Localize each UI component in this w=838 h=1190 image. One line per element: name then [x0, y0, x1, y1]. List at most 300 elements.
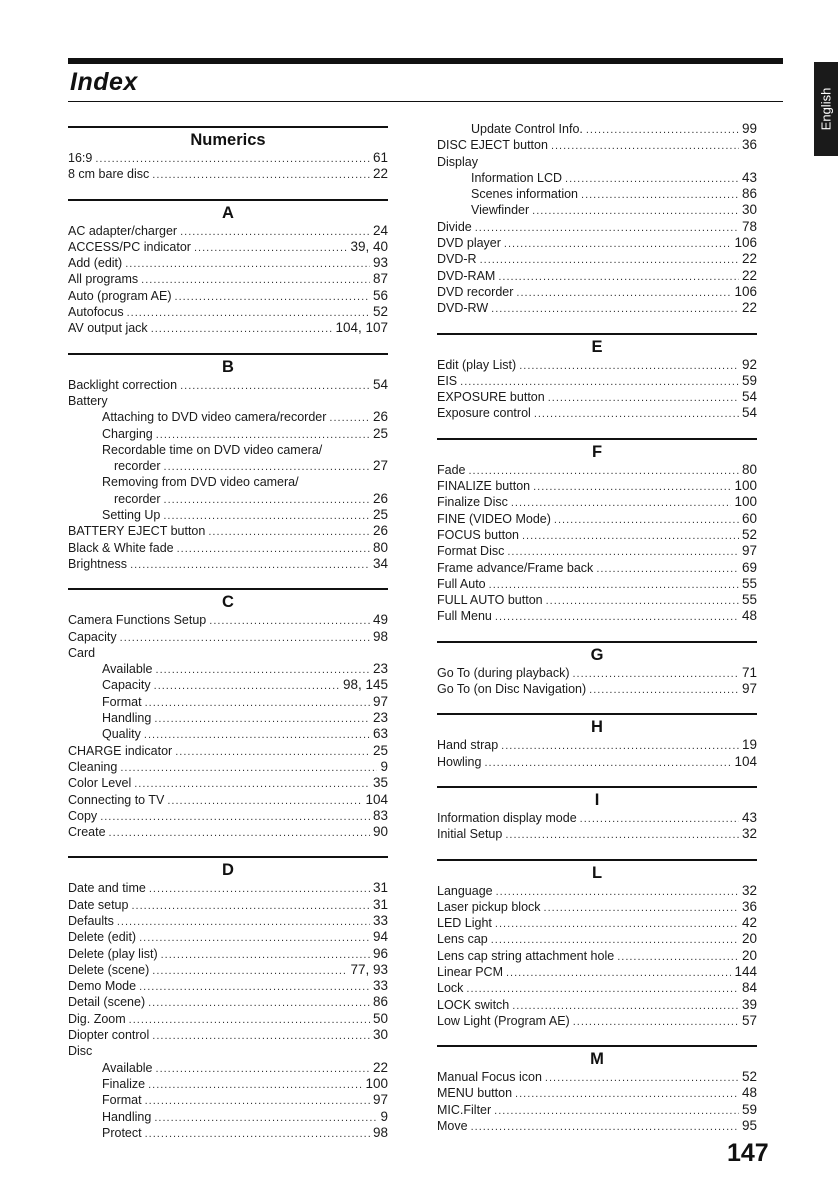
- entry-page-ref: 96: [372, 945, 388, 961]
- index-entry: [68, 540, 388, 556]
- dot-leader: [152, 167, 370, 183]
- entry-page-ref: 61: [372, 150, 388, 165]
- dot-leader: [145, 1126, 370, 1142]
- index-entry: [437, 810, 757, 826]
- section-heading: I: [437, 786, 757, 810]
- entry-page-ref: 80: [741, 461, 757, 477]
- entry-page-ref: 94: [372, 929, 388, 945]
- entry-page-ref: 34: [372, 555, 388, 571]
- entry-term: 16:9: [68, 151, 93, 165]
- dot-leader: [175, 289, 370, 305]
- index-section: [68, 353, 388, 573]
- entry-term: Lens cap string attachment hole: [437, 948, 615, 963]
- entry-page-ref: 77, 93: [350, 961, 388, 977]
- entry-term: Linear PCM: [437, 964, 503, 979]
- entry-page-ref: 56: [372, 287, 388, 303]
- entry-page-ref: 43: [741, 809, 757, 825]
- index-entry: [437, 754, 757, 770]
- index-entry: [68, 929, 388, 945]
- entry-term: MENU button: [437, 1086, 513, 1101]
- dot-leader: [551, 138, 739, 154]
- section-heading: M: [437, 1045, 757, 1069]
- section-heading: C: [68, 588, 388, 612]
- dot-leader: [208, 524, 370, 540]
- dot-leader: [573, 1014, 739, 1030]
- dot-leader: [152, 1028, 370, 1044]
- dot-leader: [148, 1077, 362, 1093]
- entry-term: Delete (play list): [68, 946, 158, 961]
- entry-page-ref: 97: [741, 543, 757, 559]
- dot-leader: [480, 252, 739, 268]
- dot-leader: [545, 1070, 739, 1086]
- entry-term: LOCK switch: [437, 997, 510, 1012]
- dot-leader: [148, 995, 370, 1011]
- entry-term: DVD-RAM: [437, 268, 496, 283]
- dot-leader: [491, 932, 739, 948]
- dot-leader: [533, 479, 731, 495]
- entry-page-ref: 43: [741, 169, 757, 185]
- entry-term: Delete (edit): [68, 930, 137, 945]
- index-section: [437, 438, 757, 625]
- index-entry: [437, 478, 757, 494]
- index-entry: [437, 899, 757, 915]
- index-entry: [437, 1102, 757, 1118]
- index-entry: [68, 913, 388, 929]
- entry-term: recorder: [114, 491, 161, 506]
- dot-leader: [489, 577, 739, 593]
- dot-leader: [460, 374, 739, 390]
- dot-leader: [548, 390, 739, 406]
- entry-term: Disc: [68, 1044, 93, 1059]
- dot-leader: [129, 1012, 370, 1028]
- index-entry: [68, 677, 388, 693]
- index-column-right: [437, 121, 757, 1150]
- entry-term: AC adapter/charger: [68, 223, 178, 238]
- entry-page-ref: 104: [734, 753, 757, 769]
- entry-page-ref: 23: [372, 661, 388, 677]
- index-entry: [68, 694, 388, 710]
- dot-leader: [469, 463, 739, 479]
- entry-term: Available: [102, 1060, 153, 1075]
- dot-leader: [522, 528, 739, 544]
- section-heading: E: [437, 333, 757, 357]
- entry-page-ref: 83: [372, 807, 388, 823]
- index-entry: [437, 251, 757, 267]
- index-entry: [437, 964, 757, 980]
- dot-leader: [134, 776, 370, 792]
- entry-term: DVD-RW: [437, 301, 489, 316]
- index-entry: [437, 235, 757, 251]
- entry-term: Laser pickup block: [437, 899, 541, 914]
- entry-page-ref: 26: [372, 490, 388, 506]
- dot-leader: [177, 541, 370, 557]
- index-entry: [68, 223, 388, 239]
- index-entry: [68, 304, 388, 320]
- entry-page-ref: 97: [372, 693, 388, 709]
- index-entry: [437, 494, 757, 510]
- dot-leader: [154, 1110, 377, 1126]
- dot-leader: [156, 662, 370, 678]
- entry-page-ref: 39, 40: [350, 238, 388, 254]
- section-heading: G: [437, 641, 757, 665]
- entry-term: FULL AUTO button: [437, 593, 543, 608]
- dot-leader: [586, 122, 739, 138]
- index-entry: [68, 1060, 388, 1076]
- entry-term: Delete (scene): [68, 962, 150, 977]
- dot-leader: [580, 811, 739, 827]
- dot-leader: [125, 256, 370, 272]
- dot-leader: [491, 301, 739, 317]
- entry-term: Detail (scene): [68, 995, 146, 1010]
- entry-page-ref: 31: [372, 896, 388, 912]
- index-entry: [68, 994, 388, 1010]
- entry-page-ref: 22: [741, 251, 757, 267]
- entry-page-ref: 26: [372, 523, 388, 539]
- entry-page-ref: 99: [741, 121, 757, 136]
- entry-term: Scenes information: [471, 187, 579, 202]
- index-entry: [437, 186, 757, 202]
- dot-leader: [475, 220, 739, 236]
- dot-leader: [515, 1086, 739, 1102]
- entry-page-ref: 104, 107: [335, 320, 388, 336]
- entry-term: Low Light (Program AE): [437, 1013, 570, 1028]
- index-entry: [68, 1092, 388, 1108]
- entry-page-ref: 86: [741, 186, 757, 202]
- index-entry: [68, 255, 388, 271]
- entry-term: Capacity: [102, 678, 151, 693]
- entry-page-ref: 23: [372, 710, 388, 726]
- dot-leader: [498, 269, 739, 285]
- index-entry: [68, 710, 388, 726]
- index-section: [437, 1045, 757, 1134]
- index-section: [437, 333, 757, 422]
- dot-leader: [120, 760, 377, 776]
- index-entry: [437, 592, 757, 608]
- dot-leader: [109, 825, 370, 841]
- dot-leader: [505, 827, 739, 843]
- entry-term: Backlight correction: [68, 377, 178, 392]
- entry-term: Date setup: [68, 897, 129, 912]
- entry-page-ref: 98: [372, 628, 388, 644]
- entry-term: Dig. Zoom: [68, 1011, 126, 1026]
- dot-leader: [496, 884, 739, 900]
- dot-leader: [532, 203, 739, 219]
- entry-term: DVD recorder: [437, 284, 514, 299]
- dot-leader: [141, 272, 370, 288]
- header-top-rule: [68, 58, 783, 64]
- entry-page-ref: 48: [741, 608, 757, 624]
- entry-term: Charging: [102, 426, 153, 441]
- entry-term: Divide: [437, 219, 472, 234]
- entry-term: Finalize: [102, 1076, 146, 1091]
- entry-page-ref: 87: [372, 271, 388, 287]
- index-entry: [68, 1043, 388, 1059]
- entry-page-ref: 39: [741, 996, 757, 1012]
- index-section: [68, 588, 388, 840]
- entry-page-ref: 31: [372, 880, 388, 896]
- entry-term: Create: [68, 825, 106, 840]
- entry-page-ref: 90: [372, 824, 388, 840]
- index-entry: [437, 948, 757, 964]
- entry-page-ref: 97: [372, 1092, 388, 1108]
- entry-term: Handling: [102, 711, 152, 726]
- index-entry: [68, 320, 388, 336]
- dot-leader: [131, 898, 370, 914]
- entry-term: Protect: [102, 1125, 142, 1140]
- dot-leader: [127, 305, 370, 321]
- entry-term: Full Auto: [437, 576, 486, 591]
- entry-page-ref: 104: [365, 791, 388, 807]
- index-entry: [437, 154, 757, 170]
- entry-term: Available: [102, 662, 153, 677]
- entry-term: Language: [437, 883, 493, 898]
- entry-term: Exposure control: [437, 406, 531, 421]
- index-entry: [437, 462, 757, 478]
- entry-page-ref: 98: [372, 1124, 388, 1140]
- entry-page-ref: 52: [372, 304, 388, 320]
- entry-page-ref: 95: [741, 1118, 757, 1134]
- index-entry: [68, 393, 388, 409]
- index-entry: [68, 946, 388, 962]
- section-heading: L: [437, 859, 757, 883]
- dot-leader: [154, 711, 370, 727]
- entry-term: AV output jack: [68, 321, 148, 336]
- entry-term: Format: [102, 694, 142, 709]
- entry-term: Add (edit): [68, 256, 123, 271]
- dot-leader: [519, 358, 739, 374]
- entry-term: Initial Setup: [437, 827, 503, 842]
- entry-page-ref: 35: [372, 775, 388, 791]
- entry-term: FOCUS button: [437, 527, 519, 542]
- index-entry: [437, 527, 757, 543]
- dot-leader: [504, 236, 732, 252]
- entry-page-ref: 48: [741, 1085, 757, 1101]
- entry-term: DVD-R: [437, 252, 477, 267]
- dot-leader: [175, 744, 370, 760]
- entry-term: Diopter control: [68, 1028, 150, 1043]
- entry-term: Copy: [68, 808, 98, 823]
- entry-page-ref: 98, 145: [342, 677, 388, 693]
- entry-page-ref: 33: [372, 912, 388, 928]
- entry-term: Information LCD: [471, 170, 563, 185]
- entry-term: Fade: [437, 462, 466, 477]
- header-bottom-rule: [68, 101, 783, 102]
- entry-page-ref: 20: [741, 947, 757, 963]
- index-entry: [437, 997, 757, 1013]
- entry-term: Information display mode: [437, 810, 577, 825]
- dot-leader: [494, 1103, 739, 1119]
- entry-page-ref: 78: [741, 218, 757, 234]
- entry-page-ref: 27: [372, 458, 388, 474]
- entry-page-ref: 42: [741, 915, 757, 931]
- index-entry: [437, 373, 757, 389]
- dot-leader: [544, 900, 739, 916]
- index-entry: [68, 612, 388, 628]
- entry-page-ref: 80: [372, 539, 388, 555]
- entry-term: Card: [68, 645, 96, 660]
- dot-leader: [596, 561, 739, 577]
- index-entry: [68, 491, 388, 507]
- index-entry: [68, 808, 388, 824]
- entry-term: Update Control Info.: [471, 122, 583, 136]
- dot-leader: [151, 321, 333, 337]
- entry-page-ref: 93: [372, 255, 388, 271]
- dot-leader: [180, 224, 370, 240]
- dot-leader: [511, 495, 732, 511]
- language-tab: [814, 62, 838, 156]
- entry-term: Hand strap: [437, 738, 499, 753]
- section-heading: Numerics: [68, 126, 388, 150]
- entry-term: Format: [102, 1093, 142, 1108]
- dot-leader: [139, 930, 370, 946]
- entry-page-ref: 97: [741, 681, 757, 697]
- index-entry: [437, 915, 757, 931]
- entry-term: Connecting to TV: [68, 792, 165, 807]
- index-entry: [68, 645, 388, 661]
- dot-leader: [516, 285, 731, 301]
- entry-page-ref: 50: [372, 1010, 388, 1026]
- dot-leader: [209, 613, 370, 629]
- entry-page-ref: 59: [741, 1101, 757, 1117]
- entry-term: FINE (VIDEO Mode): [437, 511, 551, 526]
- language-tab-label: English: [818, 87, 834, 131]
- entry-term: Viewfinder: [471, 203, 530, 218]
- index-entry: [437, 1118, 757, 1134]
- entry-term: Recordable time on DVD video camera/: [102, 442, 323, 457]
- index-entry: [437, 1085, 757, 1101]
- dot-leader: [512, 998, 739, 1014]
- index-entry: [437, 511, 757, 527]
- entry-term: recorder: [114, 459, 161, 474]
- index-entry: [68, 880, 388, 896]
- entry-page-ref: 106: [734, 283, 757, 299]
- entry-term: DVD player: [437, 236, 501, 251]
- entry-page-ref: 100: [734, 478, 757, 494]
- index-entry: [68, 1109, 388, 1125]
- index-entry: [437, 300, 757, 316]
- index-entry: [68, 271, 388, 287]
- index-entry: [437, 883, 757, 899]
- index-section: [437, 786, 757, 843]
- entry-page-ref: 36: [741, 898, 757, 914]
- entry-term: Format Disc: [437, 544, 505, 559]
- section-heading: B: [68, 353, 388, 377]
- entry-term: Go To (on Disc Navigation): [437, 682, 587, 697]
- entry-term: Brightness: [68, 556, 128, 571]
- entry-page-ref: 57: [741, 1012, 757, 1028]
- dot-leader: [546, 593, 739, 609]
- index-section: [68, 199, 388, 337]
- dot-leader: [501, 738, 739, 754]
- dot-leader: [554, 512, 739, 528]
- entry-term: BATTERY EJECT button: [68, 524, 206, 539]
- index-entry: [68, 150, 388, 166]
- index-entry: [68, 377, 388, 393]
- index-entry: [68, 166, 388, 182]
- entry-page-ref: 49: [372, 612, 388, 628]
- dot-leader: [329, 410, 370, 426]
- entry-page-ref: 25: [372, 742, 388, 758]
- dot-leader: [565, 171, 739, 187]
- dot-leader: [589, 682, 739, 698]
- entry-term: Camera Functions Setup: [68, 613, 207, 628]
- entry-term: Frame advance/Frame back: [437, 560, 594, 575]
- index-entry: [68, 1125, 388, 1141]
- entry-term: Demo Mode: [68, 979, 137, 994]
- entry-term: MIC.Filter: [437, 1102, 492, 1117]
- dot-leader: [180, 378, 370, 394]
- dot-leader: [466, 981, 739, 997]
- index-entry: [68, 239, 388, 255]
- index-entry: [437, 681, 757, 697]
- dot-leader: [581, 187, 739, 203]
- dot-leader: [100, 809, 370, 825]
- entry-page-ref: 9: [380, 758, 388, 774]
- page-title: Index: [70, 68, 138, 96]
- index-entry: [68, 474, 388, 490]
- index-entry: [68, 523, 388, 539]
- index-entry: [437, 284, 757, 300]
- entry-page-ref: 54: [372, 376, 388, 392]
- entry-page-ref: 144: [734, 963, 757, 979]
- index-entry: [68, 759, 388, 775]
- entry-term: ACCESS/PC indicator: [68, 239, 191, 254]
- entry-term: All programs: [68, 272, 139, 287]
- index-entry: [68, 556, 388, 572]
- dot-leader: [130, 557, 370, 573]
- index-section: [437, 713, 757, 770]
- index-section: [68, 126, 388, 183]
- dot-leader: [507, 544, 739, 560]
- entry-page-ref: 22: [372, 1059, 388, 1075]
- entry-page-ref: 60: [741, 510, 757, 526]
- entry-page-ref: 52: [741, 526, 757, 542]
- index-entry: [437, 737, 757, 753]
- entry-page-ref: 36: [741, 137, 757, 153]
- entry-term: Autofocus: [68, 305, 124, 320]
- entry-term: Move: [437, 1119, 468, 1134]
- dot-leader: [164, 459, 370, 475]
- index-entry: [68, 1076, 388, 1092]
- entry-term: Attaching to DVD video camera/recorder: [102, 410, 327, 425]
- entry-term: DISC EJECT button: [437, 138, 548, 153]
- entry-page-ref: 55: [741, 575, 757, 591]
- entry-page-ref: 22: [741, 267, 757, 283]
- entry-page-ref: 22: [372, 166, 388, 182]
- dot-leader: [149, 881, 370, 897]
- dot-leader: [145, 1093, 370, 1109]
- entry-term: Auto (program AE): [68, 288, 172, 303]
- index-entry: [437, 608, 757, 624]
- entry-term: Battery: [68, 393, 108, 408]
- entry-term: Go To (during playback): [437, 665, 570, 680]
- index-entry: [437, 1069, 757, 1085]
- entry-page-ref: 106: [734, 235, 757, 251]
- dot-leader: [163, 508, 370, 524]
- index-entry: [437, 1013, 757, 1029]
- entry-page-ref: 100: [365, 1075, 388, 1091]
- index-entry: [68, 897, 388, 913]
- entry-term: CHARGE indicator: [68, 743, 173, 758]
- entry-page-ref: 25: [372, 507, 388, 523]
- dot-leader: [156, 1061, 370, 1077]
- index-section: [437, 859, 757, 1030]
- dot-leader: [120, 630, 370, 646]
- index-entry: [437, 665, 757, 681]
- dot-leader: [117, 914, 370, 930]
- entry-term: FINALIZE button: [437, 479, 531, 494]
- entry-term: Date and time: [68, 881, 146, 896]
